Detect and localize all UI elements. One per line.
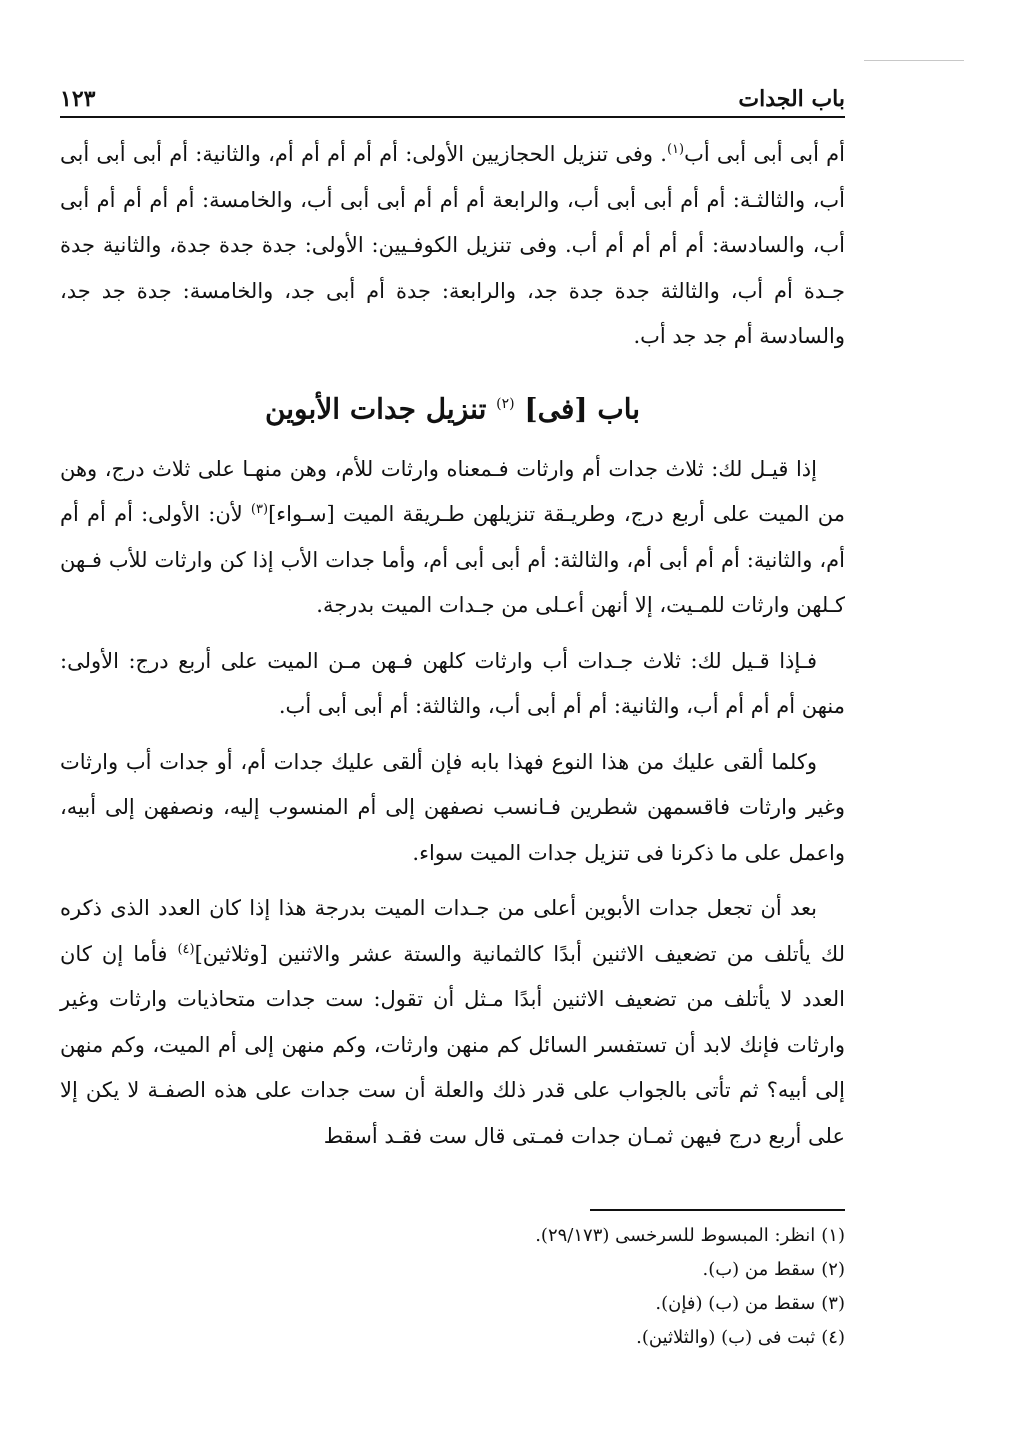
book-page: [60, 80, 845, 1355]
footnote-number: (٣): [821, 1293, 845, 1315]
paragraph-text: بعد أن تجعل جدات الأبوين أعلى من جـدات الميت بدرجة هذا إذا كان العدد الذى ذكره لك يأتلف من تضعيف الاثنين أبدًا كالثمانية والستة عشر والاثنين [وثلاثين]: [60, 896, 846, 966]
paragraph-2: [60, 447, 845, 629]
footnotes-list: [60, 1219, 845, 1355]
footnote-item: [60, 1287, 845, 1321]
paragraph-3: فـإذا قـيل لك: ثلاث جـدات أب وارثات كلهن فـهن مـن الميت على أربع درج: الأولى: منهن أم أم أم أب، والثانية: أم أم أبى أب، والثالثة: أم أبى أبى أب.: [60, 648, 845, 719]
heading-text: باب [فى]: [524, 391, 641, 425]
paragraph-5: [60, 886, 845, 1159]
footnote-text: سقط من (ب).: [702, 1259, 816, 1281]
paragraph-1: [60, 132, 845, 360]
footnote-separator: [590, 1209, 845, 1211]
footnote-text: سقط من (ب) (فإن).: [655, 1293, 816, 1315]
paragraph-4: وكلما ألقى عليك من هذا النوع فهذا بابه فإن ألقى عليك جدات أم، أو جدات أب وارثات وغير وارثات فاقسمهن شطرين فـانسب نصفهن إلى أم المنسوب إليه، ونصفهن إلى أبيه، واعمل على ما ذكرنا فى تنزيل جدات الميت سواء.: [60, 749, 845, 865]
running-title: باب الجدات: [738, 86, 845, 112]
footnote-text: انظر: المبسوط للسرخسى (٢٩/١٧٣).: [535, 1225, 816, 1247]
footnote-ref-2[interactable]: (٢): [496, 395, 515, 412]
paragraph-text: لأن: الأولى: أم أم أم أم، والثانية: أم أم أبى أم، والثالثة: أم أبى أبى أم، وأما جدات الأب إذا كن وارثات للأب فـهن كـلهن وارثات للمـيت، إلا أنهن أعـلى من جـدات الميت بدرجة.: [60, 502, 845, 618]
footnote-number: (١): [821, 1225, 845, 1247]
section-heading: [60, 384, 845, 429]
paragraph-text: . وفى تنزيل الحجازيين الأولى: أم أم أم أم أم، والثانية: أم أبى أبى أبى أب، والثالثـة: أم أم أبى أبى أب، والرابعة أم أم أم أبى أبى أب، والخامسة: أم أم أم أم أبى أب، والسادسة: أم أم أم أم أب. وفى تنزيل الكوفـيين: الأولى: جدة جدة جدة، والثانية جدة جـدة أم أب، والثالثة جدة جدة جد، والرابعة: جدة أم أبى جد، والخامسة: جدة جد جد، والسادسة أم جد جد أب.: [60, 142, 845, 348]
footnote-item: [60, 1321, 845, 1355]
scan-mark: [864, 60, 964, 61]
footnote-item: [60, 1253, 845, 1287]
footnote-number: (٤): [821, 1327, 845, 1349]
paragraph-text: إذا قيـل لك: ثلاث جدات أم وارثات فـمعناه وارثات للأم، وهن منهـا على ثلاث درج، وهن من الميت على أربع درج، وطريـقة تنزيلهن طـريقة الميت [سـواء]: [60, 456, 845, 527]
footnote-item: [60, 1219, 845, 1253]
heading-text: تنزيل جدات الأبوين: [264, 391, 487, 425]
footnote-text: ثبت فى (ب) (والثلاثين).: [636, 1327, 816, 1349]
footnote-ref-4[interactable]: (٤): [177, 941, 195, 957]
footnote-ref-3[interactable]: (٣): [250, 502, 269, 518]
paragraph-text: فأما إن كان العدد لا يأتلف من تضعيف الاثنين أبدًا مـثل أن تقول: ست جدات متحاذيات وارثات وغير وارثات فإنك لابد أن تستفسر السائل كم منهن وارثات، وكم منهن إلى أم الميت، وكم منهن إلى أبيه؟ ثم تأتى بالجواب على قدر ذلك والعلة أن ست جدات على هذه الصفـة لا يكن إلا على أربع درج فيهن ثمـان جدات فمـتى قال ست فقـد أسقط: [60, 941, 845, 1148]
footnote-number: (٢): [821, 1259, 845, 1281]
footnote-ref-1[interactable]: (١): [666, 142, 685, 157]
page-number: ١٢٣: [60, 86, 96, 112]
paragraph-text: أم أبى أبى أبى أب: [684, 142, 845, 166]
page-header: [60, 80, 845, 118]
